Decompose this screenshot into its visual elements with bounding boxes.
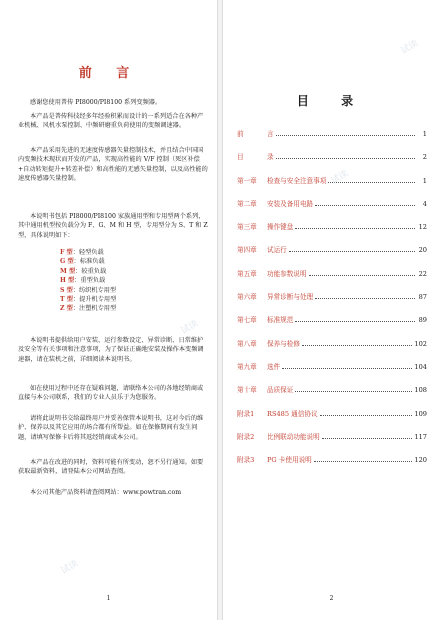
preface-p3: 本产品采用先进的无速度传感器矢量控制技术，并且结合中国国内变频技术现状而开发的产品，实现高性能的 V/F 控制（死区补偿+自动转矩提升+转差补偿）和高性能的无感矢量控制，以及高性能的速度传感器矢量控制。 [18, 147, 208, 183]
preface-p7: 请将此说明书交给最终用户并妥善保管本说明书，这对今后的维护、保养以及其它应用的场合都有所帮益。如在保修期间有发生问题，请填写保修卡后将其返经销商或本公司。 [18, 415, 204, 441]
left-page [0, 0, 218, 620]
toc-entry-chapter-7[interactable]: 第七章 标准规范 89 [237, 316, 427, 325]
watermark-text: 试读 [59, 558, 81, 577]
preface-p1: 感谢您使用普传 PI8000/PI8100 系列变频器。 [30, 99, 162, 106]
model-type-item: Z 型：注塑机专用型 [60, 305, 117, 313]
model-type-item: M 型：较重负载 [60, 267, 107, 275]
toc-entry-chapter-1[interactable]: 第一章 检查与安全注意事项 1 [237, 176, 427, 185]
toc-entry-chapter-3[interactable]: 第三章 操作键盘 12 [237, 223, 427, 232]
toc-entry-chapter-4[interactable]: 第四章 试运行 20 [237, 246, 427, 255]
page-number: 1 [106, 595, 111, 602]
model-type-item: S 型：纺织机专用型 [60, 286, 117, 294]
toc-entry-chapter-6[interactable]: 第六章 异常诊断与处理 87 [237, 293, 427, 302]
watermark-text: 试读 [329, 168, 351, 187]
preface-p2: 本产品是普传科技经多年经验积累而设计的一系列适合在各种产业机械、风机水泵控制、中频研磨重负荷使用的变频调速器。 [18, 113, 204, 130]
watermark-text: 试读 [399, 38, 421, 57]
page-number: 2 [329, 595, 334, 602]
preface-p5: 本说明书提供给用户安装、运行参数设定、异常诊断、日常维护及安全等有关事项和注意事项，为了保证正确地安装及操作本变频调速器，请在装机之前，详细阅读本说明书。 [18, 337, 204, 363]
preface-title: 前 言 [78, 66, 140, 81]
preface-p9: 本公司其他产品资料请查阅网站：www.powtran.com [30, 489, 182, 496]
preface-p4: 本说明书包括 PI8000/PI8100 家族通用型和专用型两个系列，其中通用机型按负载分为 F、G、M 和 H 型，专用型分为 S、T 和 Z 型，具体说明如下： [18, 213, 208, 239]
toc-entry-appendix-3[interactable]: 附录3 PG 卡使用说明 120 [237, 456, 427, 465]
toc-entry-appendix-1[interactable]: 附录1 RS485 通信协议 109 [237, 409, 427, 418]
model-type-item: H 型：重型负载 [60, 277, 106, 285]
watermark-text: 试读 [179, 318, 201, 337]
toc-entry-chapter-2[interactable]: 第二章 安装及备用电路 4 [237, 199, 427, 208]
right-page [222, 0, 440, 620]
toc-entry-contents[interactable]: 目 录 2 [237, 153, 427, 162]
model-type-item: F 型：轻型负载 [60, 249, 104, 256]
toc-entry-chapter-5[interactable]: 第五章 功能参数说明 22 [237, 269, 427, 278]
website-link[interactable]: www.powtran.com [122, 489, 182, 496]
preface-p6: 如在使用过程中还存在疑难问题，请联络本公司的各地经销商或直接与本公司联系，我们的专业人员乐于为您服务。 [18, 385, 204, 402]
model-type-list [60, 248, 116, 314]
toc-entry-appendix-2[interactable]: 附录2 比例联动功能说明 117 [237, 432, 427, 441]
toc-entry-chapter-9[interactable]: 第九章 选件 104 [237, 362, 427, 371]
toc-title: 目 录 [296, 94, 368, 108]
toc-entry-chapter-10[interactable]: 第十章 品质保证 108 [237, 386, 427, 395]
model-type-item: T 型：提升机专用型 [60, 296, 117, 304]
model-type-item: G 型：标准负载 [60, 258, 105, 266]
toc-entry-chapter-8[interactable]: 第八章 保养与检修 102 [237, 339, 427, 348]
preface-p8: 本产品在改进的同时，资料可能有所变动，恕不另行通知。如要获取最新资料，请登陆本公司网站查阅。 [18, 459, 204, 476]
toc-entry-preface[interactable]: 前 言 1 [237, 130, 427, 138]
